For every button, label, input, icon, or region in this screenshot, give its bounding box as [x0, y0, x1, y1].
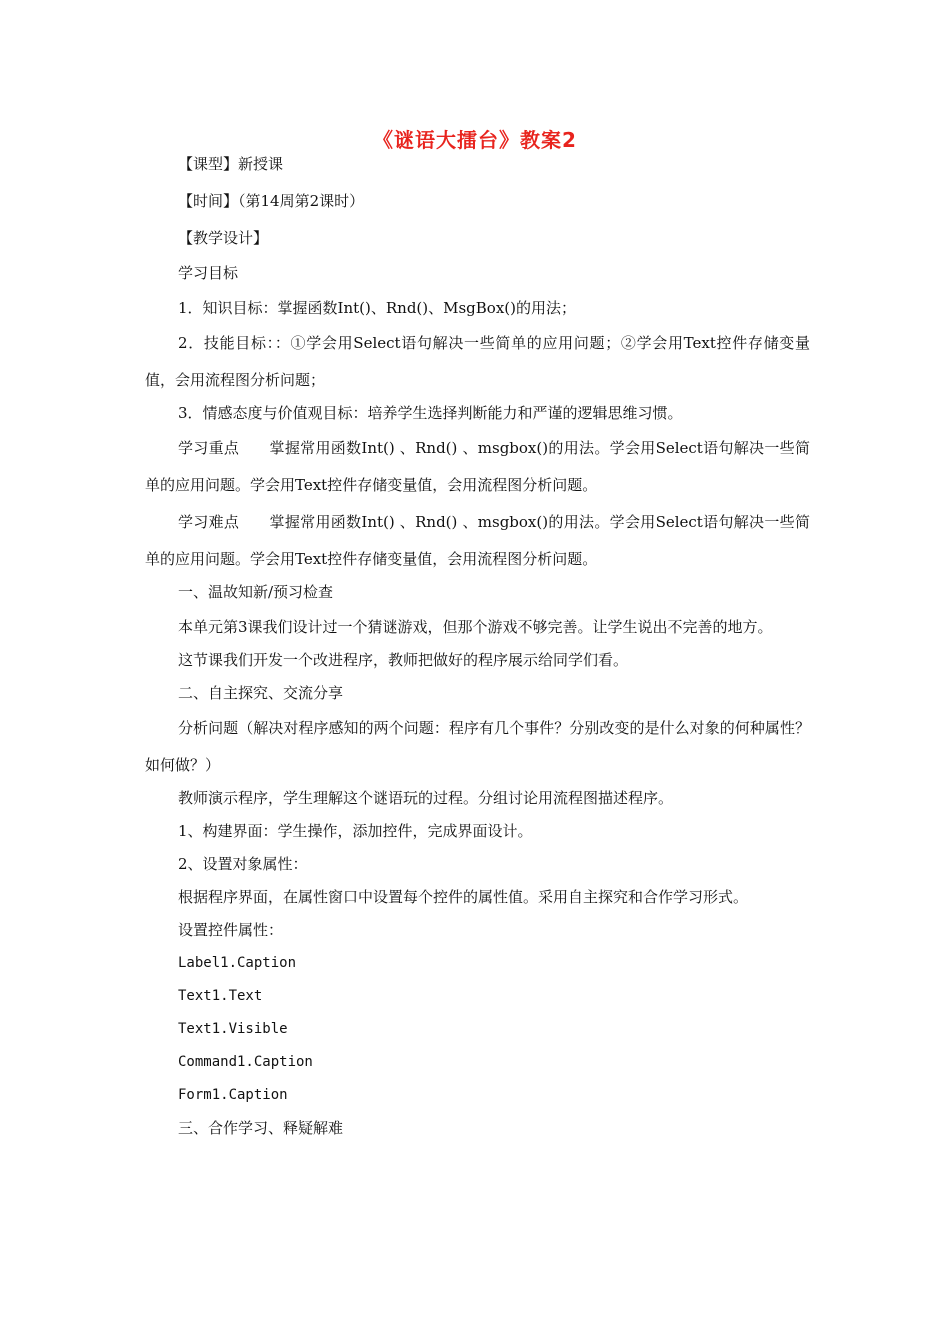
teaching-design-heading: 【教学设计】 — [178, 229, 269, 247]
key-points — [145, 430, 810, 504]
step-2-paragraph: 根据程序界面，在属性窗口中设置每个控件的属性值。采用自主探究和合作学习形式。 — [178, 888, 749, 906]
step-2: 2、设置对象属性： — [178, 855, 308, 873]
document-title: 《谜语大擂台》教案2 — [373, 128, 577, 152]
key-points-label: 学习重点 — [178, 439, 240, 457]
property-text1-visible: Text1.Visible — [178, 1021, 288, 1037]
objective-2: 2．技能目标：：①学会用Select语句解决一些简单的应用问题；②学会用Text控件存储变量值，会用流程图分析问题； — [145, 334, 810, 389]
section-3-heading: 三、合作学习、释疑解难 — [178, 1119, 344, 1137]
section-2-heading: 二、自主探究、交流分享 — [178, 684, 344, 702]
section-1-heading: 一、温故知新/预习检查 — [178, 583, 334, 601]
objectives-heading: 学习目标 — [178, 264, 239, 282]
objective-3: 3．情感态度与价值观目标：培养学生选择判断能力和严谨的逻辑思维习惯。 — [178, 404, 683, 422]
difficulties-label: 学习难点 — [178, 513, 240, 531]
objective-1: 1．知识目标：掌握函数Int()、Rnd()、MsgBox()的用法； — [178, 299, 576, 317]
key-points-text: 掌握常用函数Int() 、Rnd() 、msgbox()的用法。学会用Select语句解决一些简单的应用问题。学会用Text控件存储变量值，会用流程图分析问题。 — [145, 439, 810, 494]
section-2-paragraph-1: 分析问题（解决对程序感知的两个问题：程序有几个事件？分别改变的是什么对象的何种属性？如何做？） — [145, 719, 810, 774]
course-type-line: 【课型】新授课 — [178, 155, 284, 173]
difficulties-text: 掌握常用函数Int() 、Rnd() 、msgbox()的用法。学会用Select语句解决一些简单的应用问题。学会用Text控件存储变量值，会用流程图分析问题。 — [145, 513, 810, 568]
section-1-paragraph-2: 这节课我们开发一个改进程序，教师把做好的程序展示给同学们看。 — [178, 651, 629, 669]
section-1-paragraph-1: 本单元第3课我们设计过一个猜谜游戏，但那个游戏不够完善。让学生说出不完善的地方。 — [178, 618, 773, 636]
document-body — [145, 148, 810, 1145]
step-1: 1、构建界面：学生操作，添加控件，完成界面设计。 — [178, 822, 533, 840]
time-line: 【时间】（第14周第2课时） — [178, 192, 365, 210]
properties-heading: 设置控件属性： — [178, 921, 284, 939]
section-2-paragraph-2: 教师演示程序，学生理解这个谜语玩的过程。分组讨论用流程图描述程序。 — [178, 789, 674, 807]
difficulties — [145, 504, 810, 578]
property-text1-text: Text1.Text — [178, 988, 263, 1004]
property-command1-caption: Command1.Caption — [178, 1054, 313, 1070]
property-form1-caption: Form1.Caption — [178, 1087, 288, 1103]
property-label1-caption: Label1.Caption — [178, 955, 297, 971]
